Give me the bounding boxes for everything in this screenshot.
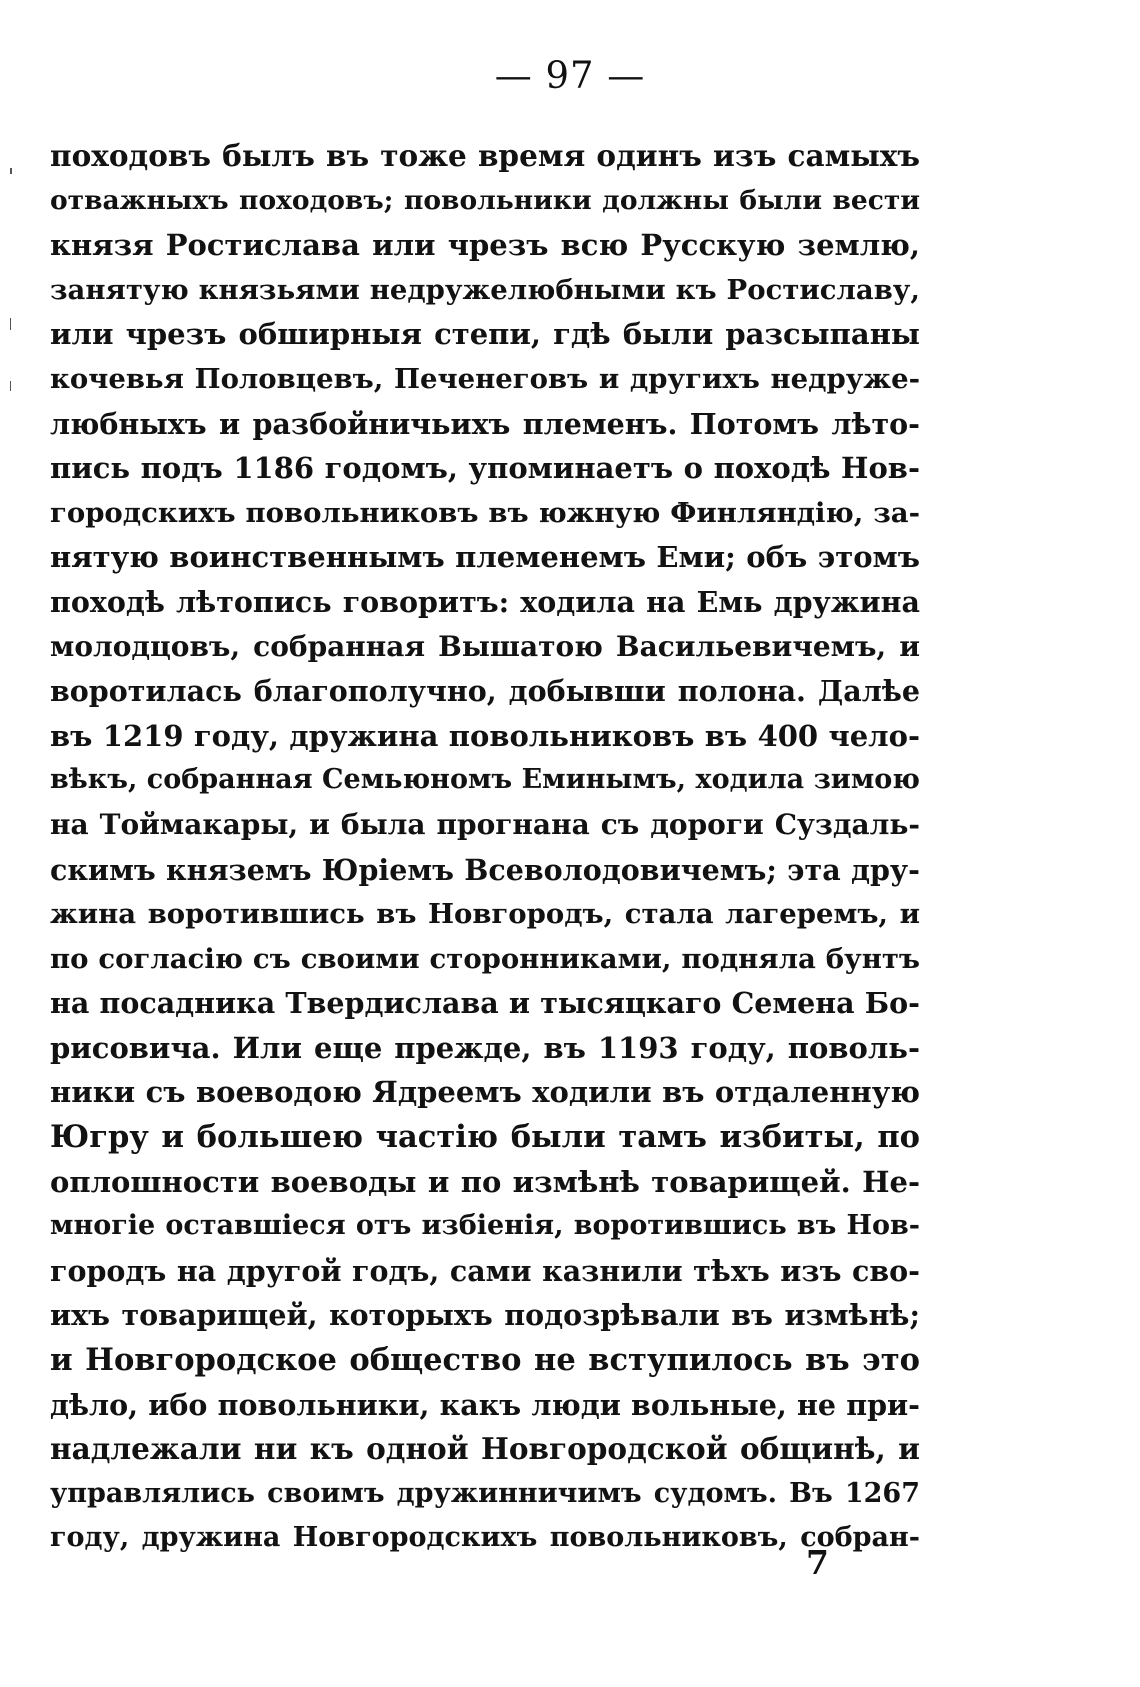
- text-line: или чрезъ обширныя степи, гдѣ были разсыпаны: [50, 317, 920, 352]
- text-line: на Тоймакары, и была прогнана съ дороги Суздаль-: [50, 807, 920, 841]
- text-line: по согласію съ своими сторонниками, подняла бунтъ: [50, 942, 920, 975]
- page-number: — 97 —: [494, 54, 646, 97]
- text-line: Югру и большею частію были тамъ избиты, по: [50, 1119, 920, 1156]
- text-line: многіе оставшіеся отъ избіенія, воротившись въ Нов-: [50, 1210, 920, 1242]
- margin-speck-3: [10, 381, 11, 391]
- text-line: на посадника Твердислава и тысяцкаго Семена Бо-: [50, 986, 920, 1021]
- text-line: скимъ княземъ Юріемъ Всеволодовичемъ; эта дру-: [50, 852, 920, 887]
- text-line: ники съ воеводою Ядреемъ ходили въ отдаленную: [50, 1075, 920, 1110]
- text-line: городъ на другой годъ, сами казнили тѣхъ изъ сво-: [50, 1253, 920, 1288]
- text-line: дѣло, ибо повольники, какъ люди вольные, не при-: [50, 1387, 920, 1422]
- text-line: отважныхъ походовъ; повольники должны были вести: [50, 184, 920, 216]
- text-line: году, дружина Новгородскихъ повольниковъ, собран-: [50, 1522, 920, 1554]
- text-line: вѣкъ, собранная Семьюномъ Еминымъ, ходила зимою: [50, 764, 920, 796]
- text-line: занятую князьями недружелюбными къ Ростиславу,: [50, 273, 920, 306]
- text-line: пись подъ 1186 годомъ, упоминаетъ о походѣ Нов-: [50, 451, 920, 486]
- text-line: любныхъ и разбойничьихъ племенъ. Потомъ лѣто-: [50, 406, 920, 441]
- text-line: нятую воинственнымъ племенемъ Еми; объ этомъ: [50, 540, 920, 575]
- text-line: городскихъ повольниковъ въ южную Финляндію, за-: [50, 496, 920, 529]
- margin-speck-1: [10, 168, 12, 174]
- body-text: [50, 134, 920, 1561]
- signature-mark: 7: [806, 1543, 829, 1582]
- text-line: и Новгородское общество не вступилось въ это: [50, 1342, 920, 1379]
- text-line: ихъ товарищей, которыхъ подозрѣвали въ измѣнѣ;: [50, 1298, 920, 1333]
- text-line: надлежали ни къ одной Новгородской общинѣ, и: [50, 1431, 920, 1467]
- text-line: жина воротившись въ Новгородъ, стала лагеремъ, и: [50, 898, 920, 931]
- text-line: въ 1219 году, дружина повольниковъ въ 400 чело-: [50, 718, 920, 753]
- margin-speck-2: [10, 318, 11, 330]
- text-line: кочевья Половцевъ, Печенеговъ и другихъ недруже-: [50, 362, 920, 395]
- text-line: воротилась благополучно, добывши полона. Далѣе: [50, 674, 920, 709]
- text-line: оплошности воеводы и по измѣнѣ товарищей. Не-: [50, 1164, 920, 1199]
- text-line: рисовича. Или еще прежде, въ 1193 году, поволь-: [50, 1030, 920, 1065]
- text-line: князя Ростислава или чрезъ всю Русскую землю,: [50, 228, 920, 263]
- text-line: молодцовъ, собранная Вышатою Васильевичемъ, и: [50, 629, 920, 663]
- text-line: походовъ былъ въ тоже время одинъ изъ самыхъ: [50, 138, 920, 173]
- text-line: походѣ лѣтопись говоритъ: ходила на Емь дружина: [50, 584, 920, 619]
- text-line: управлялись своимъ дружинничимъ судомъ. Въ 1267: [50, 1477, 920, 1509]
